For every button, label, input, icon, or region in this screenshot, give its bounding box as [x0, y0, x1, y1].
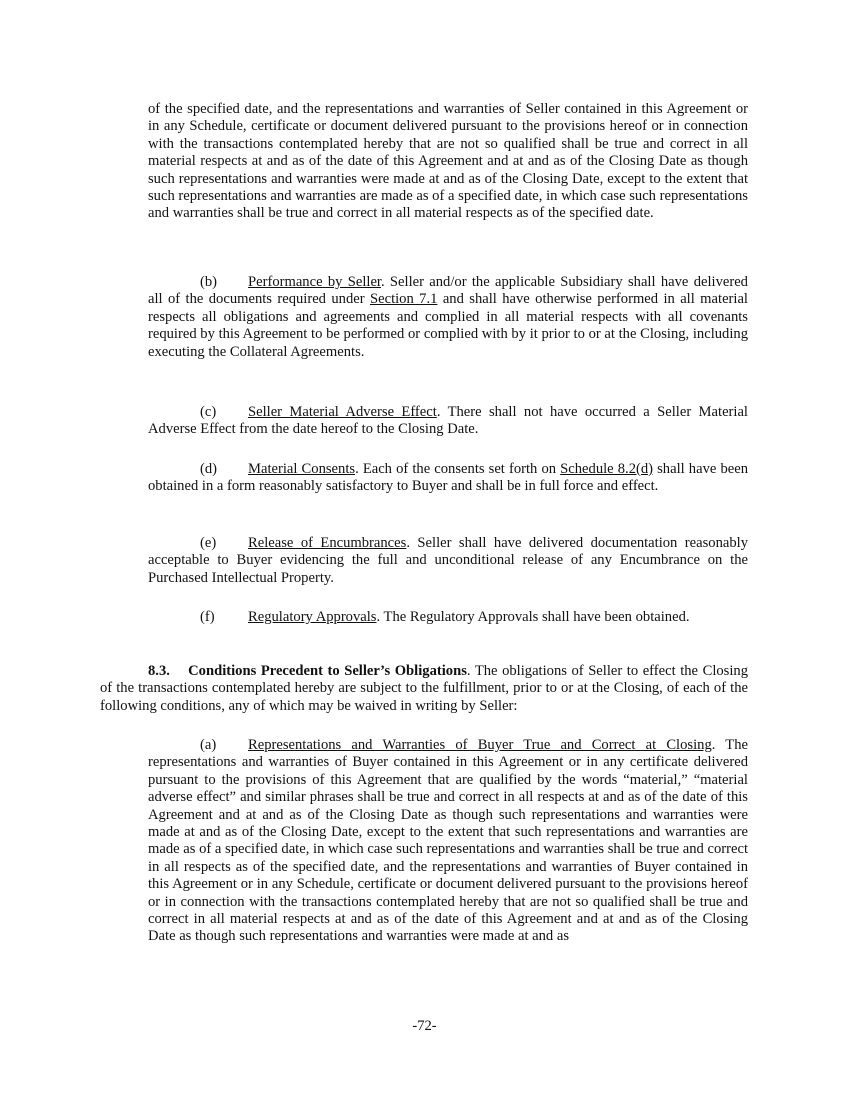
clause-title: Representations and Warranties of Buyer True and Correct at Closing	[248, 737, 712, 753]
clause-title: Performance by Seller	[248, 274, 381, 290]
section-8-3: 8.3. Conditions Precedent to Seller’s Obligations. The obligations of Seller to effect the Closing of the transactions contemplated hereby are subject to the fulfillment, prior to or at the Closing, of each of the following conditions, any of which may be waived in writing by Seller:	[100, 663, 749, 714]
schedule-reference: Schedule 8.2(d)	[560, 461, 654, 477]
section-number: 8.3.	[148, 663, 170, 679]
clause-label: (a)	[200, 737, 217, 753]
section-reference: Section 7.1	[370, 291, 438, 308]
clause-title: Seller Material Adverse Effect	[248, 404, 437, 420]
paragraph-8-2-b: (b) Performance by Seller. Seller and/or the applicable Subsidiary shall have delivered all of the documents required under Section 7.1 and shall have otherwise performed in all material respects all obligations and agreements and complied in all material respects with all covenants required by this Agreement to be performed or complied with by it prior to or at the Closing, including executing the Collateral Agreements.	[148, 274, 748, 360]
clause-label: (f)	[200, 609, 215, 625]
paragraph-8-2-f: (f) Regulatory Approvals. The Regulatory Approvals shall have been obtained.	[200, 609, 690, 625]
paragraph-8-2-c: (c) Seller Material Adverse Effect. There shall not have occurred a Seller Material Adverse Effect from the date hereof to the Closing Date.	[148, 404, 748, 438]
paragraph-continuation: of the specified date, and the representations and warranties of Seller contained in this Agreement or in any Schedule, certificate or document delivered pursuant to the provisions hereof or in connection with the transactions contemplated hereby that are not so qualified shall be true and correct in all material respects at and as of the date of this Agreement and at and as of the Closing Date as though such representations and warranties were made at and as of the Closing Date, except to the extent that such representations and warranties are made as of a specified date, in which case such representations and warranties shall be true and correct in all material respects as of the specified date.	[148, 101, 748, 222]
clause-label: (d)	[200, 461, 218, 477]
section-heading: Conditions Precedent to Seller’s Obligations	[188, 663, 467, 679]
page-number: -72-	[412, 1018, 437, 1034]
paragraph-8-3-a: (a) Representations and Warranties of Buyer True and Correct at Closing. The representations and warranties of Buyer contained in this Agreement or in any certificate delivered pursuant to the provisions of this Agreement that are qualified by the words “material,” “material adverse effect” and similar phrases shall be true and correct in all respects at and as of the date of this Agreement and at and as of the Closing Date as though such representations and warranties were made at and as of the Closing Date, except to the extent that such representations and warranties are made as of a specified date, in which case such representations and warranties shall be true and correct in all respects as of the specified date, and the representations and warranties of Buyer contained in this Agreement or in any Schedule, certificate or document delivered pursuant to the provisions hereof or in connection with the transactions contemplated hereby that are not so qualified shall be true and correct in all material respects at and as of the date of this Agreement and at and as of the Closing Date as though such representations and warranties were made at and as	[148, 737, 748, 945]
paragraph-8-2-e: (e) Release of Encumbrances. Seller shall have delivered documentation reasonably acceptable to Buyer evidencing the full and unconditional release of any Encumbrance on the Purchased Intellectual Property.	[148, 535, 748, 586]
clause-label: (b)	[200, 274, 218, 290]
clause-title: Material Consents	[248, 461, 356, 477]
clause-title: Regulatory Approvals	[248, 609, 377, 625]
clause-label: (c)	[200, 404, 217, 420]
clause-title: Release of Encumbrances	[248, 535, 407, 551]
paragraph-8-2-d: (d) Material Consents. Each of the consents set forth on Schedule 8.2(d) shall have been obtained in a form reasonably satisfactory to Buyer and shall be in full force and effect.	[148, 461, 748, 495]
clause-label: (e)	[200, 535, 217, 551]
